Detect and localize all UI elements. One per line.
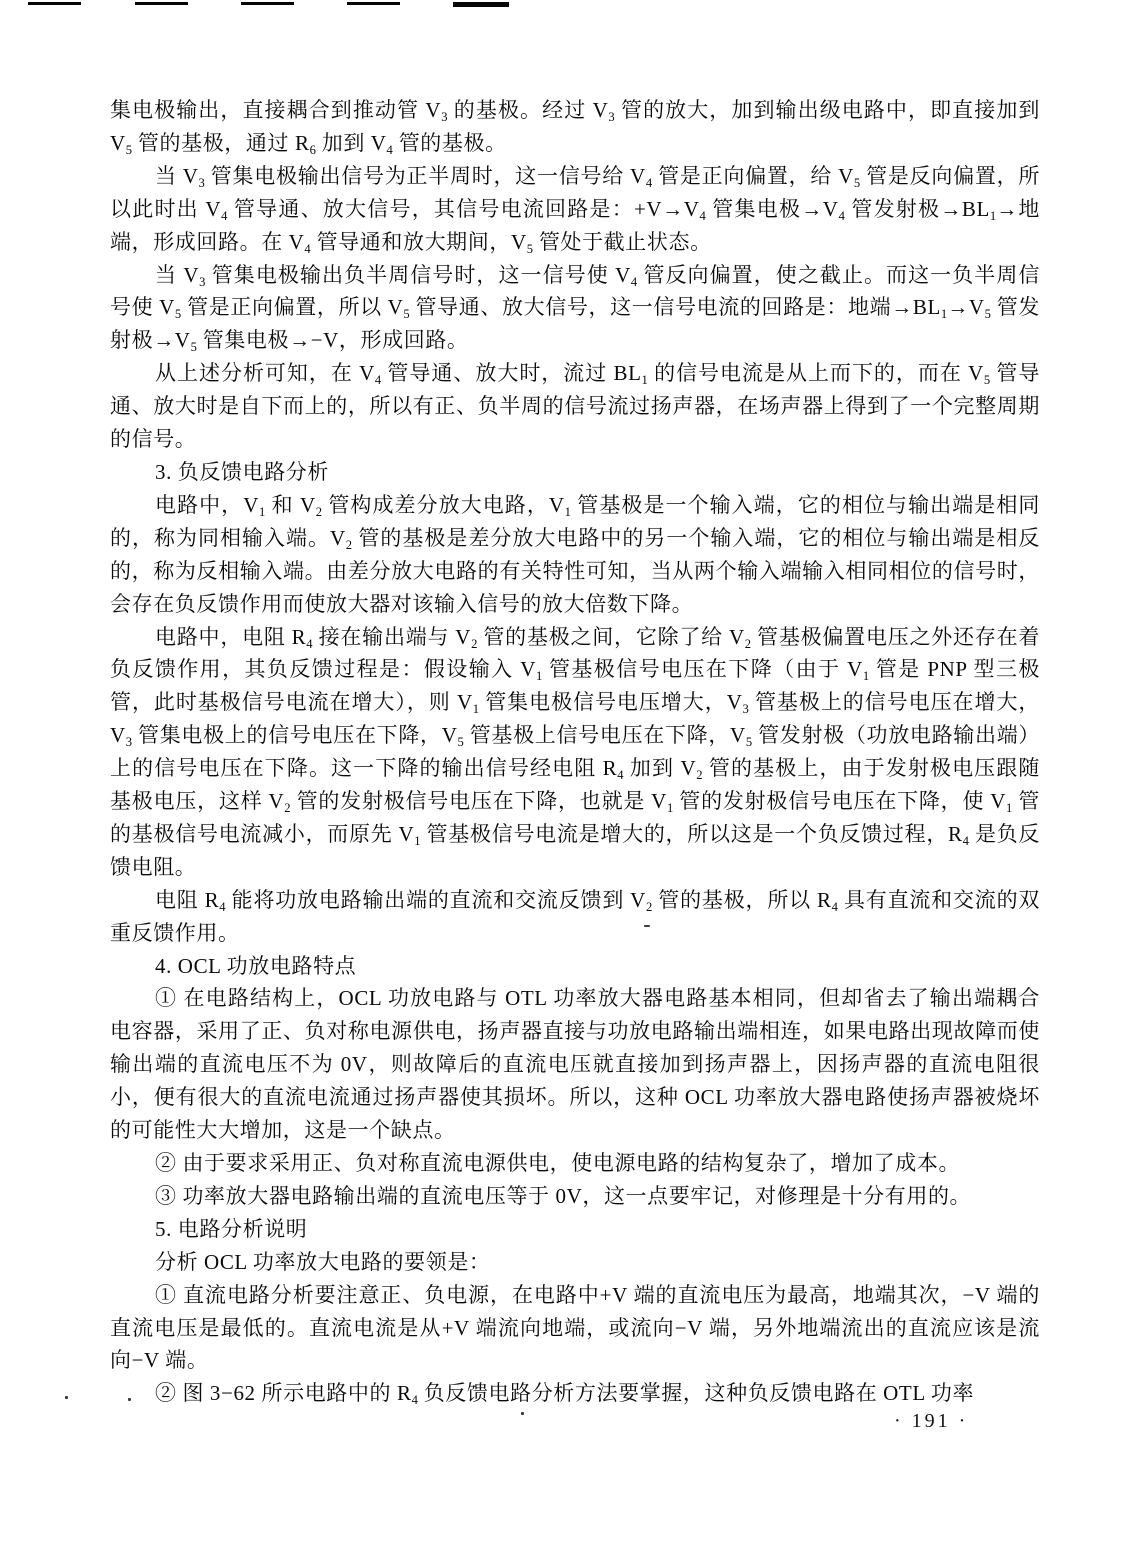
scan-dash (347, 2, 400, 5)
paragraph: 分析 OCL 功率放大电路的要领是： (155, 1249, 491, 1274)
scan-dash (241, 2, 294, 5)
paragraph: 当 $V_3$ 管集电极输出信号为正半周时，这一信号给 $V_4$ 管是正向偏置，给 $V_5$ 管是反向偏置，所以此时出 $V_4$ 管导通、放大信号，其信号电流回路是：$+V\to V_4$ 管集电极$\to V_4$ 管发射极$\to BL_1\to$地端，形成回路。在 $V_4$ 管导通和放大期间，$V_5$ 管处于截止状态。 (110, 163, 1041, 256)
paragraph: ② 由于要求采用正、负对称直流电源供电，使电源电路的结构复杂了，增加了成本。 (155, 1151, 961, 1175)
paragraph: 当 $V_3$ 管集电极输出负半周信号时，这一信号使 $V_4$ 管反向偏置，使之截止。而这一负半周信号使 $V_5$ 管是正向偏置，所以 $V_5$ 管导通、放大信号，这一信号电流的回路是：地端$\to BL_1\to V_5$ 管发射极$\to V_5$ 管集电极→−V，形成回路。 (110, 262, 1041, 355)
paragraph: 集电极输出，直接耦合到推动管 $V_3$ 的基极。经过 $V_3$ 管的放大，加到输出级电路中，即直接加到 $V_5$ 管的基极，通过 $R_6$ 加到 $V_4$ 管的基极。 (110, 98, 1040, 157)
section-heading: 3. 负反馈电路分析 (155, 459, 329, 484)
section-heading: 4. OCL 功放电路特点 (155, 953, 357, 978)
scan-speck (644, 925, 650, 927)
scan-dash (28, 2, 81, 5)
paragraph: ① 直流电路分析要注意正、负电源，在电路中+V 端的直流电压为最高，地端其次，−V 端的直流电压是最低的。直流电流是从+V 端流向地端，或流向−V 端，另外地端流出的直流应该是流向−V 端。 (110, 1282, 1040, 1373)
paragraph: ③ 功率放大器电路输出端的直流电压等于 0V，这一点要牢记，对修理是十分有用的。 (155, 1183, 972, 1208)
paragraph: 电路中，电阻 $R_4$ 接在输出端与 $V_2$ 管的基极之间，它除了给 $V_2$ 管基极偏置电压之外还存在着负反馈作用，其负反馈过程是：假设输入 $V_1$ 管基极信号电压在下降（由于 $V_1$ 管是 PNP 型三极管，此时基极信号电流在增大），则 $V_1$ 管集电极信号电压增大，$V_3$ 管基极上的信号电压在增大，$V_3$ 管集电极上的信号电压在下降，$V_5$ 管基极上信号电压在下降，$V_5$ 管发射极（功放电路输出端）上的信号电压在下降。这一下降的输出信号经电阻 $R_4$ 加到 $V_2$ 管的基极上，由于发射极电压跟随基极电压，这样 $V_2$ 管的发射极信号电压在下降，也就是 $V_1$ 管的发射极信号电压在下降，使 $V_1$ 管的基极信号电流减小，而原先 $V_1$ 管基极信号电流是增大的，所以这是一个负反馈过程，$R_4$ 是负反馈电阻。 (110, 624, 1041, 879)
paragraph: ② 图 3−62 所示电路中的 $R_4$ 负反馈电路分析方法要掌握，这种负反馈电路在 OTL 功率 (155, 1381, 975, 1408)
paragraph: ① 在电路结构上，OCL 功放电路与 OTL 功率放大器电路基本相同，但却省去了输出端耦合电容器，采用了正、负对称电源供电，扬声器直接与功放电路输出端相连，如果电路出现故障而使输出端的直流电压不为 0V，则故障后的直流电压就直接加到扬声器上，因扬声器的直流电阻很小，便有很大的直流电流通过扬声器使其损坏。所以，这种 OCL 功率放大器电路使扬声器被烧坏的可能性大大增加，这是一个缺点。 (110, 986, 1040, 1143)
scan-speck (521, 1412, 524, 1415)
text-block (110, 94, 1040, 1410)
scan-dash (453, 2, 509, 7)
section-heading: 5. 电路分析说明 (155, 1216, 308, 1241)
paragraph: 电路中，$V_1$ 和 $V_2$ 管构成差分放大电路，$V_1$ 管基极是一个输入端，它的相位与输出端是相同的，称为同相输入端。$V_2$ 管的基极是差分放大电路中的另一个输入端，它的相位与输出端是相反的，称为反相输入端。由差分放大电路的有关特性可知，当从两个输入端输入相同相位的信号时，会存在负反馈作用而使放大器对该输入信号的放大倍数下降。 (110, 492, 1041, 616)
scan-marks (0, 0, 1122, 12)
page-number: · 191 · (894, 1410, 969, 1432)
scan-dash (135, 2, 188, 5)
scan-speck (65, 1396, 68, 1399)
paragraph: 从上述分析可知，在 $V_4$ 管导通、放大时，流过 $BL_1$ 的信号电流是从上而下的，而在 $V_5$ 管导通、放大时是自下而上的，所以有正、负半周的信号流过扬声器，在场声器上得到了一个完整周期的信号。 (110, 361, 1041, 452)
paragraph: 电阻 $R_4$ 能将功放电路输出端的直流和交流反馈到 $V_2$ 管的基极，所以 $R_4$ 具有直流和交流的双重反馈作用。 (110, 887, 1041, 945)
scan-speck (128, 1398, 131, 1401)
